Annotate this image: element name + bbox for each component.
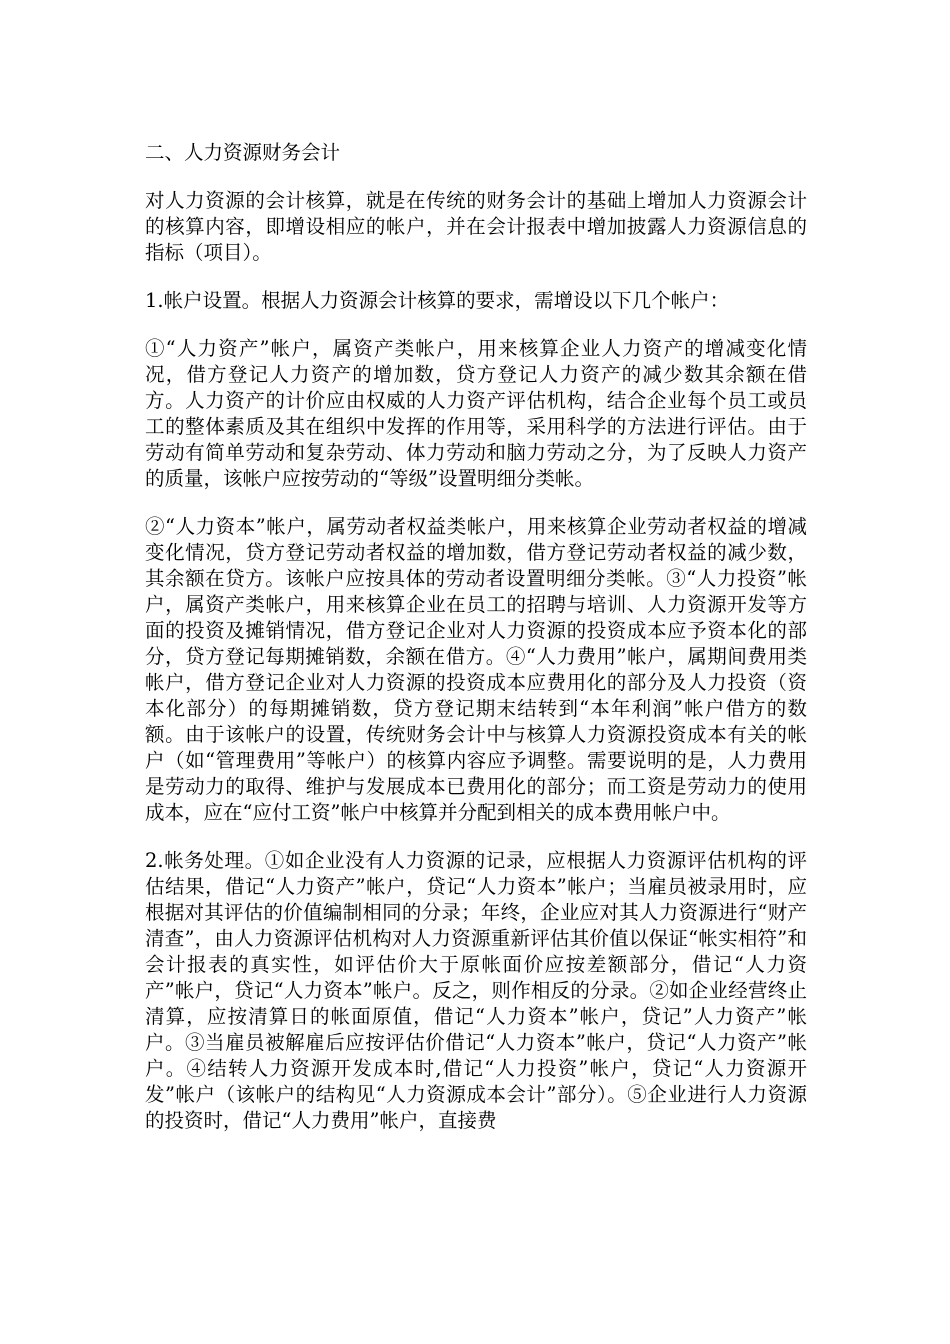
document-page (145, 140, 807, 1156)
accounting-treatment-paragraph: 2.帐务处理。①如企业没有人力资源的记录，应根据人力资源评估机构的评估结果，借记“人力资产”帐户，贷记“人力资本”帐户；当雇员被录用时，应根据对其评估的价值编制相同的分录；年终，企业应对其人力资源进行“财产清查”，由人力资源评估机构对人力资源重新评估其价值以保证“帐实相符”和会计报表的真实性，如评估价大于原帐面价应按差额部分，借记“人力资产”帐户，贷记“人力资本”帐户。反之，则作相反的分录。②如企业经营终止清算，应按清算日的帐面原值，借记“人力资本”帐户，贷记”人力资产”帐户。③当雇员被解雇后应按评估价借记“人力资本”帐户，贷记“人力资产”帐户。④结转人力资源开发成本时,借记“人力投资”帐户，贷记“人力资源开发”帐户（该帐户的结构见“人力资源成本会计”部分）。⑤企业进行人力资源的投资时，借记“人力费用”帐户，直接费 (145, 849, 807, 1132)
intro-paragraph: 对人力资源的会计核算，就是在传统的财务会计的基础上增加人力资源会计的核算内容，即增设相应的帐户，并在会计报表中增加披露人力资源信息的指标（项目）。 (145, 189, 807, 264)
account-setup-paragraph: 1.帐户设置。根据人力资源会计核算的要求，需增设以下几个帐户： (145, 289, 730, 312)
human-assets-paragraph: ①“人力资产”帐户，属资产类帐户，用来核算企业人力资产的增减变化情况，借方登记人力资产的增加数，贷方登记人力资产的减少数其余额在借方。人力资产的计价应由权威的人力资产评估机构，结合企业每个员工或员工的整体素质及其在组织中发挥的作用等，采用科学的方法进行评估。由于劳动有简单劳动和复杂劳动、体力劳动和脑力劳动之分，为了反映人力资产的质量，该帐户应按劳动的“等级”设置明细分类帐。 (145, 337, 807, 490)
human-capital-paragraph: ②“人力资本”帐户，属劳动者权益类帐户，用来核算企业劳动者权益的增减变化情况，贷方登记劳动者权益的增加数，借方登记劳动者权益的减少数，其余额在贷方。该帐户应按具体的劳动者设置明细分类帐。③“人力投资”帐户，属资产类帐户，用来核算企业在员工的招聘与培训、人力资源开发等方面的投资及摊销情况，借方登记企业对人力资源的投资成本应予资本化的部分，贷方登记每期摊销数，余额在借方。④“人力费用”帐户，属期间费用类帐户，借方登记企业对人力资源的投资成本应费用化的部分及人力投资（资本化部分）的每期摊销数，贷方登记期末结转到“本年利润”帐户借方的数额。由于该帐户的设置，传统财务会计中与核算人力资源投资成本有关的帐户（如“管理费用”等帐户）的核算内容应予调整。需要说明的是，人力费用是劳动力的取得、维护与发展成本已费用化的部分；而工资是劳动力的使用成本，应在“应付工资”帐户中核算并分配到相关的成本费用帐户中。 (145, 515, 807, 824)
section-heading: 二、人力资源财务会计 (145, 141, 341, 164)
